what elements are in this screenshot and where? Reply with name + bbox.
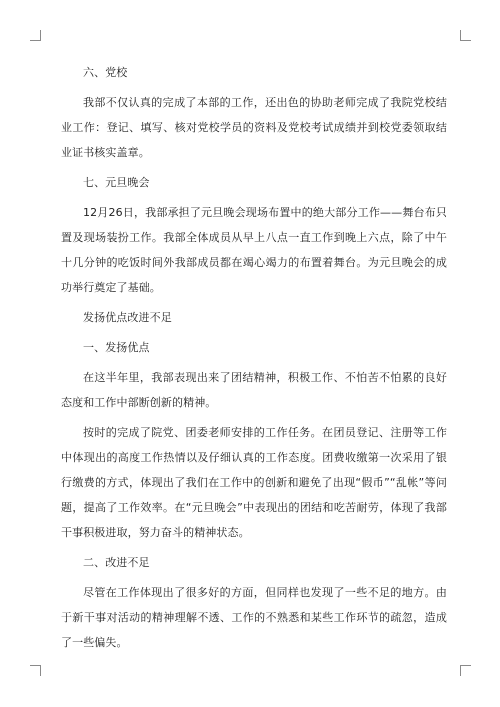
- section-heading-party-school: 六、党校: [83, 66, 128, 79]
- section-heading-new-year-gala: 七、元旦晚会: [83, 176, 150, 189]
- document-body: [61, 60, 447, 660]
- crop-mark-top-right: [460, 30, 471, 41]
- paragraph-improvements: 尽管在工作体现出了很多好的方面，但同样也发现了一些不足的地方。由于新干事对活动的精神理解不透、工作的不熟悉和某些工作环节的疏忽，造成了一些偏失。: [61, 586, 447, 649]
- paragraph-strengths-1: 在这半年里，我部表现出来了团结精神，积极工作、不怕苦不怕累的良好态度和工作中部断创新的精神。: [61, 371, 447, 409]
- crop-mark-top-left: [30, 30, 41, 41]
- subsection-heading-strengths: 一、发扬优点: [83, 341, 150, 354]
- section-heading-strengths-improvements: 发扬优点改进不足: [83, 311, 172, 324]
- crop-mark-bottom-left: [30, 665, 41, 676]
- paragraph-party-school: 我部不仅认真的完成了本部的工作，还出色的协助老师完成了我院党校结业工作：登记、填写、核对党校学员的资料及党校考试成绩并到校党委领取结业证书核实盖章。: [61, 96, 447, 159]
- subsection-heading-improvements: 二、改进不足: [83, 556, 150, 569]
- paragraph-new-year-gala: 12月26日，我部承担了元旦晚会现场布置中的绝大部分工作——舞台布只置及现场装扮工作。我部全体成员从早上八点一直工作到晚上六点，除了中午十几分钟的吃饭时间外我部成员都在竭心竭力的布置着舞台。为元旦晚会的成功举行奠定了基础。: [61, 206, 447, 294]
- crop-mark-bottom-right: [460, 665, 471, 676]
- paragraph-strengths-2: 按时的完成了院党、团委老师安排的工作任务。在团员登记、注册等工作中体现出的高度工作热情以及仔细认真的工作态度。团费收缴第一次采用了银行缴费的方式，体现出了我们在工作中的创新和避免了出现“假币”“乱帐”等问题，提高了工作效率。在“元旦晚会”中表现出的团结和吃苦耐劳，体现了我部干事积极进取，努力奋斗的精神状态。: [61, 426, 447, 539]
